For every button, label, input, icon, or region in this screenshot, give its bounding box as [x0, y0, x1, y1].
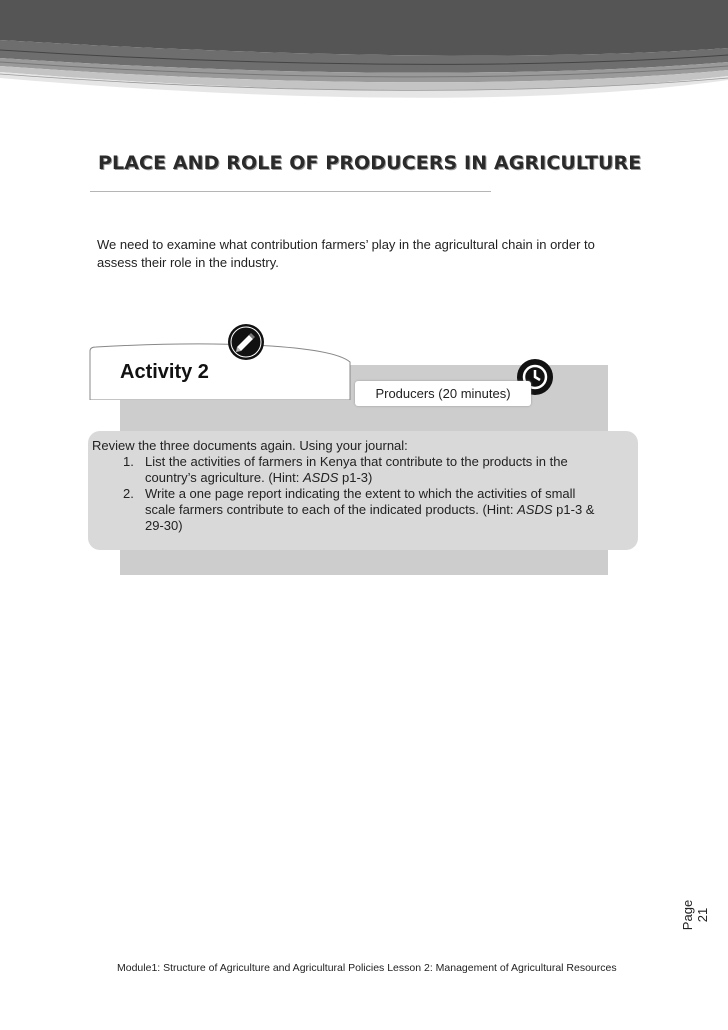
list-item: [92, 486, 605, 534]
title-divider: [90, 191, 491, 192]
page-title: PLACE AND ROLE OF PRODUCERS IN AGRICULTURE: [98, 152, 642, 174]
instruction-box: [88, 431, 638, 550]
page-number: Page 21: [680, 899, 710, 931]
list-text: List the activities of farmers in Kenya that contribute to the products in the country’s agriculture. (Hint:: [145, 454, 568, 485]
activity-topic: Producers (20 minutes): [355, 381, 531, 406]
list-text: Write a one page report indicating the extent to which the activities of small scale farmers contribute to each of the indicated products. (Hint:: [145, 486, 576, 517]
hint-reference: ASDS: [303, 470, 339, 485]
list-text-end: p1-3): [338, 470, 373, 485]
list-number: 1.: [123, 454, 134, 469]
pencil-icon: [226, 322, 266, 362]
instruction-list: [92, 454, 638, 534]
header-band: [0, 0, 728, 120]
intro-paragraph: We need to examine what contribution farmers’ play in the agricultural chain in order to assess their role in the industry.: [97, 237, 595, 270]
list-number: 2.: [123, 486, 134, 501]
instruction-lead: Review the three documents again. Using your journal:: [92, 438, 408, 453]
footer-text: Module1: Structure of Agriculture and Agricultural Policies Lesson 2: Management of Agricultural Resources: [117, 962, 617, 974]
list-text-end: p1-3 & 29-30): [145, 502, 595, 533]
list-item: [92, 454, 605, 486]
activity-label: Activity 2: [120, 361, 209, 383]
hint-reference: ASDS: [517, 502, 553, 517]
